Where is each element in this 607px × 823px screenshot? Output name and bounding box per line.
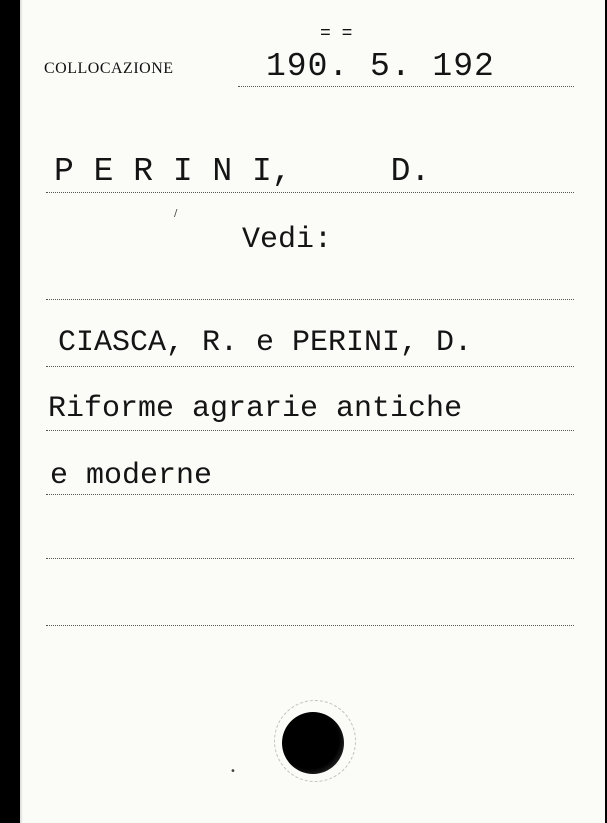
- collocazione-label: COLLOCAZIONE: [44, 60, 174, 77]
- reference-rule: [46, 366, 574, 367]
- title-rule-2: [46, 494, 574, 495]
- stray-mark: /: [174, 208, 178, 219]
- collocazione-rule: [238, 86, 574, 87]
- title-rule-1: [46, 430, 574, 431]
- catalog-card: [20, 0, 605, 823]
- card-left-edge: [20, 0, 23, 823]
- blank-rule-3: [46, 625, 574, 626]
- blank-rule-1: [46, 299, 574, 300]
- see-label: Vedi:: [242, 223, 333, 257]
- author-rule: [46, 192, 574, 193]
- author-heading: P E R I N I, D.: [54, 153, 431, 190]
- reference-entry: CIASCA, R. e PERINI, D.: [58, 326, 473, 360]
- title-line-2: e moderne: [50, 459, 213, 493]
- punch-hole: [282, 712, 344, 774]
- collocazione-value: 190. 5. 192: [266, 48, 495, 85]
- title-line-1: Riforme agrarie antiche: [48, 392, 463, 426]
- stray-dot: •: [230, 766, 236, 777]
- collocazione-marks: = =: [320, 24, 353, 44]
- blank-rule-2: [46, 558, 574, 559]
